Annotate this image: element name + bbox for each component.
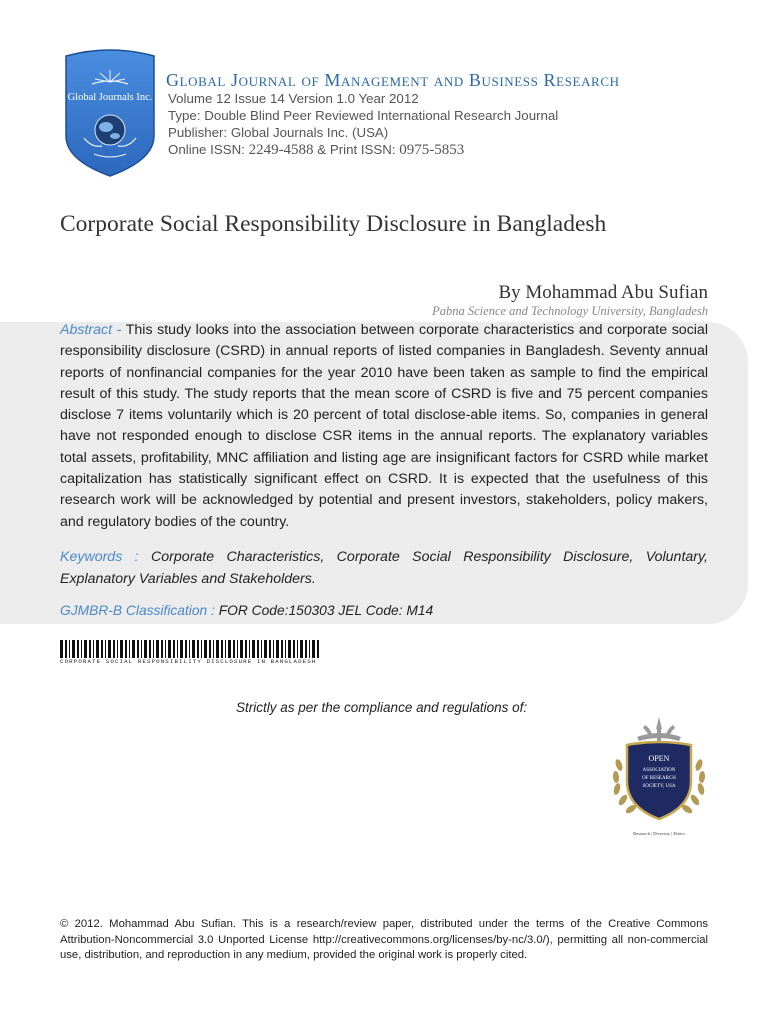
barcode-bar	[101, 640, 103, 660]
barcode-bar	[93, 640, 94, 660]
barcode-bar	[273, 640, 274, 660]
barcode-bar	[84, 640, 87, 660]
barcode-bar	[117, 640, 118, 660]
barcode-bar	[161, 640, 163, 660]
barcode-bar	[221, 640, 223, 660]
barcode-bar	[201, 640, 202, 660]
barcode-bar	[153, 640, 154, 660]
barcode-bar	[105, 640, 106, 660]
barcode-bar	[237, 640, 238, 660]
barcode-bar	[89, 640, 91, 660]
issn-online: 2249-4588	[248, 142, 314, 158]
barcode-caption: CORPORATE SOCIAL RESPONSIBILITY DISCLOSURE IN BANGLADESH	[60, 658, 322, 665]
journal-logo	[62, 48, 158, 178]
barcode-bar	[228, 640, 231, 660]
barcode-bar	[96, 640, 99, 660]
classification-label: GJMBR-B Classification :	[60, 603, 215, 618]
barcode-bar	[120, 640, 123, 660]
barcode-bar	[225, 640, 226, 660]
volume-line: Volume 12 Issue 14 Version 1.0 Year 2012	[168, 91, 419, 106]
barcode-bar	[281, 640, 283, 660]
barcode-bar	[165, 640, 166, 660]
barcode-bar	[309, 640, 310, 660]
barcode-bar	[180, 640, 183, 660]
barcode-bar	[77, 640, 79, 660]
barcode-bar	[173, 640, 175, 660]
barcode-bar	[245, 640, 247, 660]
logo-text: Global Journals Inc.	[67, 92, 153, 103]
barcode-bar	[113, 640, 115, 660]
barcode-bar	[192, 640, 195, 660]
barcode-bar	[149, 640, 151, 660]
barcode-bar	[252, 640, 255, 660]
journal-title: Global Journal of Management and Business Research	[166, 70, 620, 90]
publisher-line: Publisher: Global Journals Inc. (USA)	[168, 125, 389, 140]
barcode-bar	[293, 640, 295, 660]
author-name: By Mohammad Abu Sufian	[498, 282, 708, 303]
barcode-bar	[285, 640, 286, 660]
seal-line4: SOCIETY, USA	[642, 784, 676, 789]
barcode-bar	[317, 640, 319, 660]
barcode-bar	[81, 640, 82, 660]
paper-title: Corporate Social Responsibility Disclosure in Bangladesh	[60, 211, 607, 237]
open-association-seal	[607, 715, 711, 840]
barcode-bar	[141, 640, 142, 660]
abstract-body: This study looks into the association between corporate characteristics and corporate social responsibility disclosure (CSRD) in annual reports of listed companies in Bangladesh. Seventy annual reports of nonfinancial companies for the year 2010 have been taken as sample to find the empirical result of this study. The study reports that the mean score of CSRD is five and 75 percent companies disclose 7 items voluntarily which is 20 percent of total disclose-able items. So, companies in general have not responded enough to disclose CSR items in the annual reports. The explanatory variables total assets, profitability, MNC affiliation and listing age are insignificant factors for CSRD while market capitalization has statistically significant effect on CSRD. It is expected that the usefulness of this research work will be acknowledged by potential and present investors, stakeholders, policy makers, and regulatory bodies of the country.	[60, 322, 708, 530]
barcode-bar	[125, 640, 127, 660]
barcode-bar	[312, 640, 315, 660]
barcode-bar	[240, 640, 243, 660]
barcode-bar	[129, 640, 130, 660]
barcode-bar	[269, 640, 271, 660]
barcode-bar	[216, 640, 219, 660]
barcode-bar	[249, 640, 250, 660]
barcode-bar	[144, 640, 147, 660]
abstract	[60, 320, 708, 533]
seal-line3: OF RESEARCH	[642, 776, 676, 781]
keywords	[60, 546, 708, 590]
classification-body: FOR Code:150303 JEL Code: M14	[218, 603, 434, 618]
issn-print-label: & Print ISSN:	[313, 142, 400, 157]
barcode-bar	[261, 640, 262, 660]
seal-tagline: Research | Diversity | Ethics	[633, 831, 685, 836]
classification	[60, 603, 433, 618]
abstract-label: Abstract -	[60, 322, 122, 338]
issn-print: 0975-5853	[399, 142, 465, 158]
barcode-bar	[132, 640, 135, 660]
barcode-bar	[60, 640, 63, 660]
barcode-bar	[65, 640, 67, 660]
barcode-bar	[204, 640, 207, 660]
barcode-bar	[297, 640, 298, 660]
barcode-bar	[69, 640, 70, 660]
compliance-note: Strictly as per the compliance and regulations of:	[236, 700, 528, 715]
barcode-bar	[177, 640, 178, 660]
keywords-label: Keywords :	[60, 549, 139, 565]
issn-online-label: Online ISSN:	[168, 142, 249, 157]
author-affiliation: Pabna Science and Technology University, Bangladesh	[432, 304, 708, 318]
barcode-bar	[168, 640, 171, 660]
barcode-bar	[189, 640, 190, 660]
barcode-bar	[264, 640, 267, 660]
type-line: Type: Double Blind Peer Reviewed International Research Journal	[168, 108, 559, 123]
barcode-bar	[213, 640, 214, 660]
issn-line	[168, 141, 464, 159]
barcode-bar	[185, 640, 187, 660]
barcode-bar	[305, 640, 307, 660]
copyright-notice: © 2012. Mohammad Abu Sufian. This is a research/review paper, distributed under the terms of the Creative Commons Attribution-Noncommercial 3.0 Unported License http://creativecommons.org/licenses/by-nc/3.0/), permitting all non-commercial use, distribution, and reproduction in any medium, provided the original work is properly cited.	[60, 918, 708, 961]
barcode-bar	[288, 640, 291, 660]
barcode-bar	[156, 640, 159, 660]
seal-line2: ASSOCIATION	[642, 768, 676, 773]
barcode-bar	[233, 640, 235, 660]
seal-line1: OPEN	[648, 754, 670, 763]
barcode-bar	[300, 640, 303, 660]
keywords-body: Corporate Characteristics, Corporate Social Responsibility Disclosure, Voluntary, Explanatory Variables and Stakeholders.	[60, 549, 708, 587]
barcode	[60, 640, 320, 670]
barcode-bar	[137, 640, 139, 660]
barcode-bar	[72, 640, 75, 660]
barcode-bar	[197, 640, 199, 660]
barcode-bar	[257, 640, 259, 660]
barcode-bar	[108, 640, 111, 660]
barcode-bar	[276, 640, 279, 660]
barcode-bar	[209, 640, 211, 660]
